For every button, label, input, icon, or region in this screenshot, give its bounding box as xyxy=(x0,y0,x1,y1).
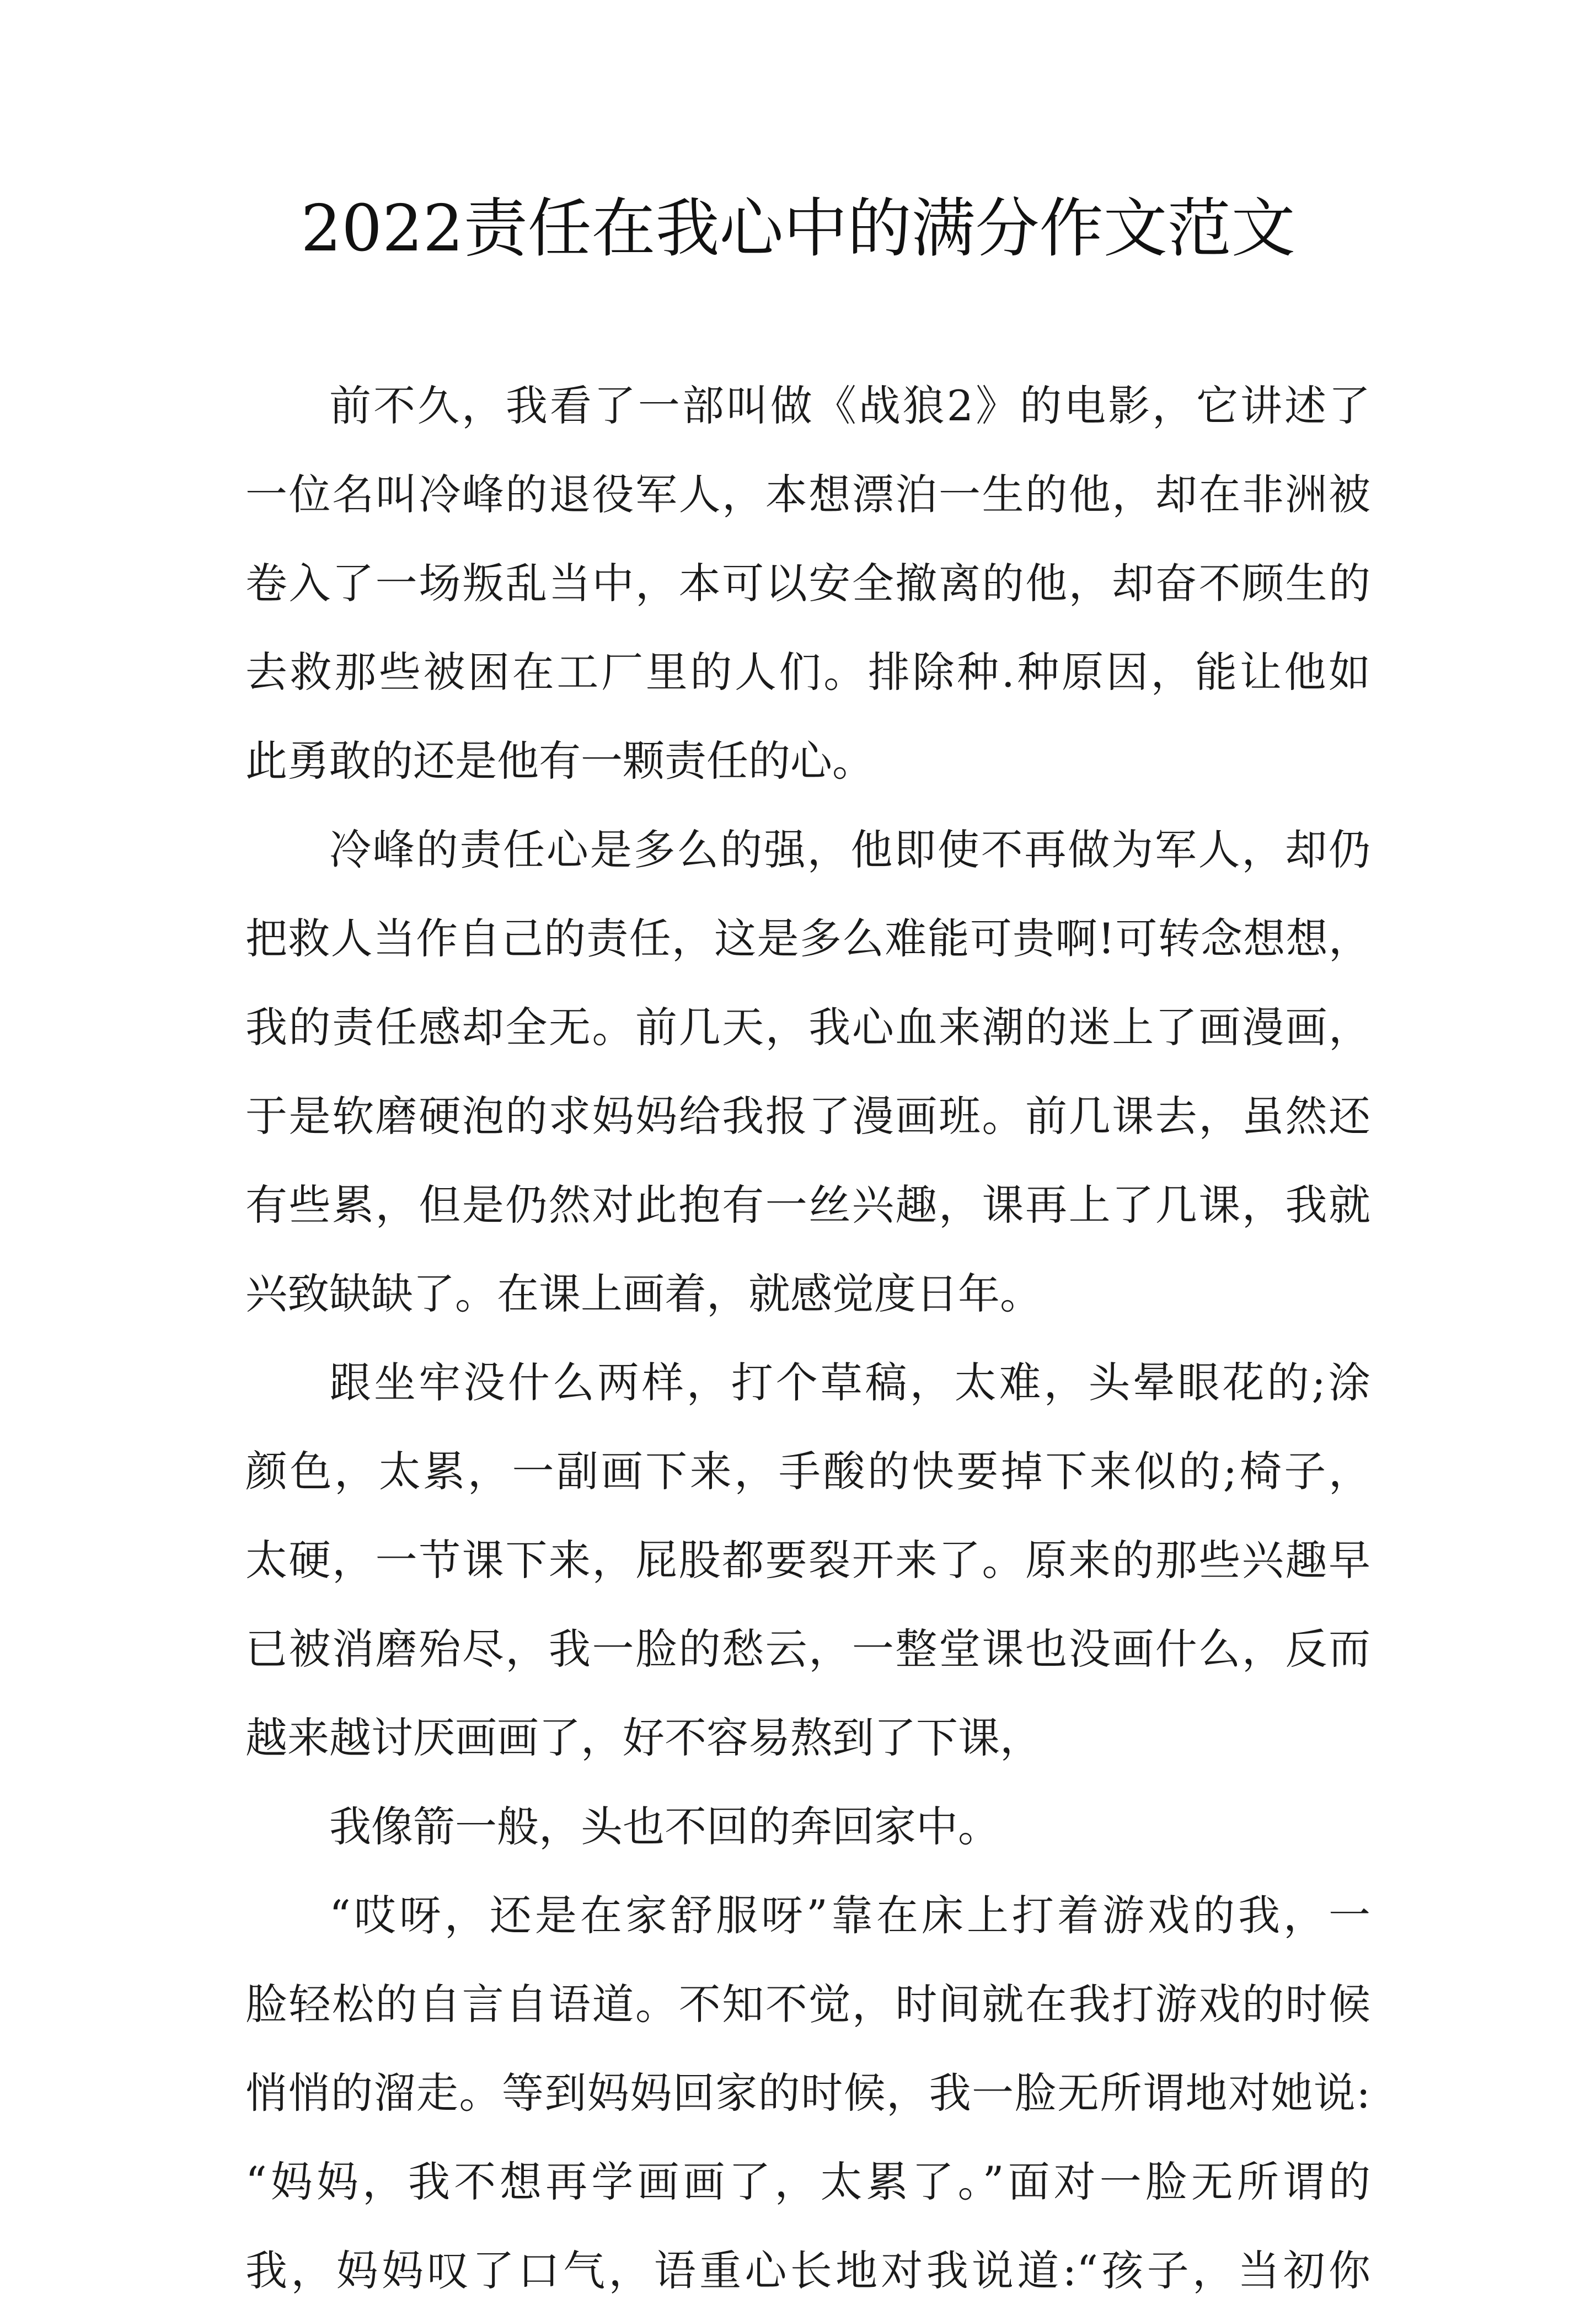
text-line: 兴致缺缺了。在课上画着，就感觉度日年。 xyxy=(245,1269,1042,1318)
text-line: 越来越讨厌画画了，好不容易熬到了下课， xyxy=(245,1713,1042,1762)
text-line: 颜色，太累，一副画下来，手酸的快要掉下来似的;椅子， xyxy=(245,1447,1370,1496)
text-line: 冷峰的责任心是多么的强，他即使不再做为军人，却仍 xyxy=(329,825,1370,874)
text-line: 我，妈妈叹了口气，语重心长地对我说道:“孩子，当初你 xyxy=(245,2246,1370,2295)
text-line: 一位名叫冷峰的退役军人，本想漂泊一生的他，却在非洲被 xyxy=(245,470,1370,519)
text-line: “妈妈，我不想再学画画了，太累了。”面对一脸无所谓的 xyxy=(245,2157,1370,2206)
text-line: 我的责任感却全无。前几天，我心血来潮的迷上了画漫画， xyxy=(245,1003,1370,1052)
text-line: 太硬，一节课下来，屁股都要裂开来了。原来的那些兴趣早 xyxy=(245,1536,1370,1585)
paragraph-1 xyxy=(245,361,1370,805)
text-line: 于是软磨硬泡的求妈妈给我报了漫画班。前几课去，虽然还 xyxy=(245,1092,1370,1141)
text-line: 去救那些被困在工厂里的人们。排除种.种原因，能让他如 xyxy=(245,648,1370,697)
text-line: 前不久，我看了一部叫做《战狼2》的电影，它讲述了 xyxy=(329,381,1370,430)
text-line: 此勇敢的还是他有一颗责任的心。 xyxy=(245,736,874,785)
text-line: 把救人当作自己的责任，这是多么难能可贵啊!可转念想想， xyxy=(245,914,1370,963)
paragraph-5 xyxy=(245,1871,1370,2315)
text-line: 有些累，但是仍然对此抱有一丝兴趣，课再上了几课，我就 xyxy=(245,1180,1370,1229)
text-line: 跟坐牢没什么两样，打个草稿，太难，头晕眼花的;涂 xyxy=(329,1358,1370,1407)
paragraph-4 xyxy=(245,1782,1370,1871)
paragraph-2 xyxy=(245,805,1370,1338)
text-line: 卷入了一场叛乱当中，本可以安全撤离的他，却奋不顾生的 xyxy=(245,559,1370,608)
document-title: 2022责任在我心中的满分作文范文 xyxy=(301,191,1295,266)
text-line: 已被消磨殆尽，我一脸的愁云，一整堂课也没画什么，反而 xyxy=(245,1624,1370,1674)
document-body xyxy=(245,361,1370,2315)
paragraph-3 xyxy=(245,1338,1370,1782)
text-line: 我像箭一般，头也不回的奔回家中。 xyxy=(329,1802,1000,1851)
text-line: “哎呀，还是在家舒服呀”靠在床上打着游戏的我，一 xyxy=(329,1891,1370,1940)
text-line: 脸轻松的自言自语道。不知不觉，时间就在我打游戏的时候 xyxy=(245,1980,1370,2029)
text-line: 悄悄的溜走。等到妈妈回家的时候，我一脸无所谓地对她说: xyxy=(245,2068,1370,2118)
